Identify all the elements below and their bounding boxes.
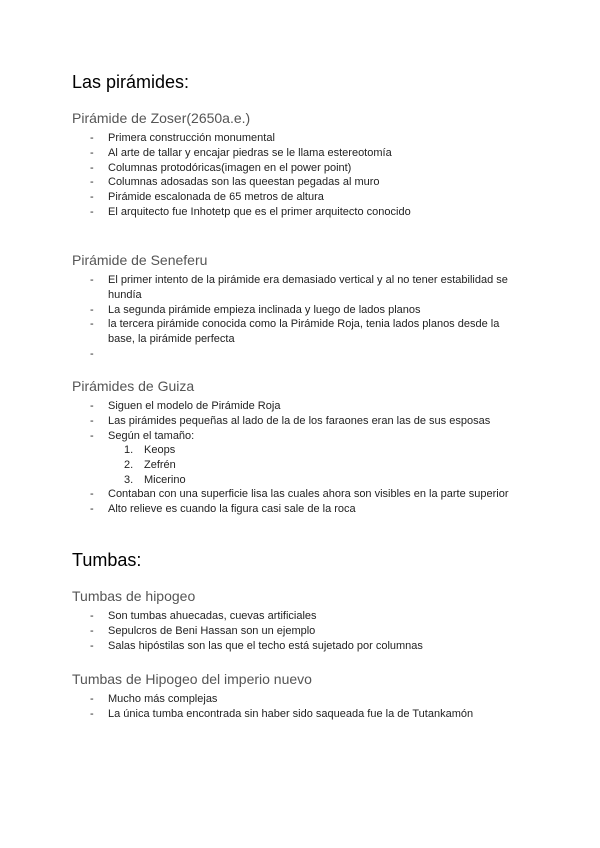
numbered-item: [72, 473, 522, 488]
heading-hipogeo-nuevo: Tumbas de Hipogeo del imperio nuevo: [72, 671, 312, 687]
numbered-item: [72, 458, 522, 473]
heading-guiza: Pirámides de Guiza: [72, 378, 195, 394]
list-item: - Sepulcros de Beni Hassan son un ejemplo: [72, 624, 522, 639]
section-title-tumbas: Tumbas:: [72, 550, 142, 570]
item-label: Keops: [144, 444, 176, 456]
list-item: - El arquitecto fue Inhotetp que es el primer arquitecto conocido: [72, 205, 522, 220]
section-title-piramides: Las pirámides:: [72, 72, 190, 92]
list-item: - La segunda pirámide empieza inclinada y luego de lados planos: [72, 303, 522, 318]
list-item: - La única tumba encontrada sin haber sido saqueada fue la de Tutankamón: [72, 707, 522, 722]
list-item: - Columnas adosadas son las queestan pegadas al muro: [72, 175, 522, 190]
list-guiza: [72, 399, 522, 443]
list-guiza-sizes: [72, 443, 522, 487]
list-item: - Pirámide escalonada de 65 metros de altura: [72, 190, 522, 205]
item-number: 2.: [124, 458, 134, 471]
numbered-item: [72, 443, 522, 458]
list-item: - Alto relieve es cuando la figura casi sale de la roca: [72, 502, 522, 517]
list-item: [72, 429, 522, 444]
list-seneferu: [72, 273, 522, 362]
list-item: - Primera construcción monumental: [72, 131, 522, 146]
item-number: 1.: [124, 444, 134, 456]
list-item: - Salas hipóstilas son las que el techo está sujetado por columnas: [72, 639, 522, 654]
list-item-empty: [72, 347, 522, 362]
item-number: 3.: [124, 473, 134, 486]
list-hipogeo-nuevo: [72, 692, 522, 722]
list-item: - Son tumbas ahuecadas, cuevas artificiales: [72, 609, 522, 624]
list-item: - la tercera pirámide conocida como la Pirámide Roja, tenia lados planos desde la base, la pirámide perfecta: [72, 317, 522, 347]
list-item: - Al arte de tallar y encajar piedras se le llama estereotomía: [72, 146, 522, 161]
heading-zoser: Pirámide de Zoser(2650a.e.): [72, 110, 251, 126]
list-item: - Contaban con una superficie lisa las cuales ahora son visibles en la parte superior: [72, 487, 522, 502]
heading-seneferu: Pirámide de Seneferu: [72, 252, 208, 268]
list-item: - Mucho más complejas: [72, 692, 522, 707]
heading-hipogeo: Tumbas de hipogeo: [72, 588, 196, 604]
list-item: - El primer intento de la pirámide era demasiado vertical y al no tener estabilidad se hundía: [72, 273, 522, 303]
list-zoser: [72, 131, 522, 220]
item-label: Micerino: [144, 473, 186, 486]
list-item: - Siguen el modelo de Pirámide Roja: [72, 399, 522, 414]
item-label: Zefrén: [144, 458, 176, 471]
list-item-label: Según el tamaño:: [108, 429, 195, 442]
list-guiza-continued: [72, 487, 522, 517]
list-hipogeo: [72, 609, 522, 653]
list-item: - Las pirámides pequeñas al lado de la de los faraones eran las de sus esposas: [72, 414, 522, 429]
list-item: - Columnas protodóricas(imagen en el power point): [72, 161, 522, 176]
